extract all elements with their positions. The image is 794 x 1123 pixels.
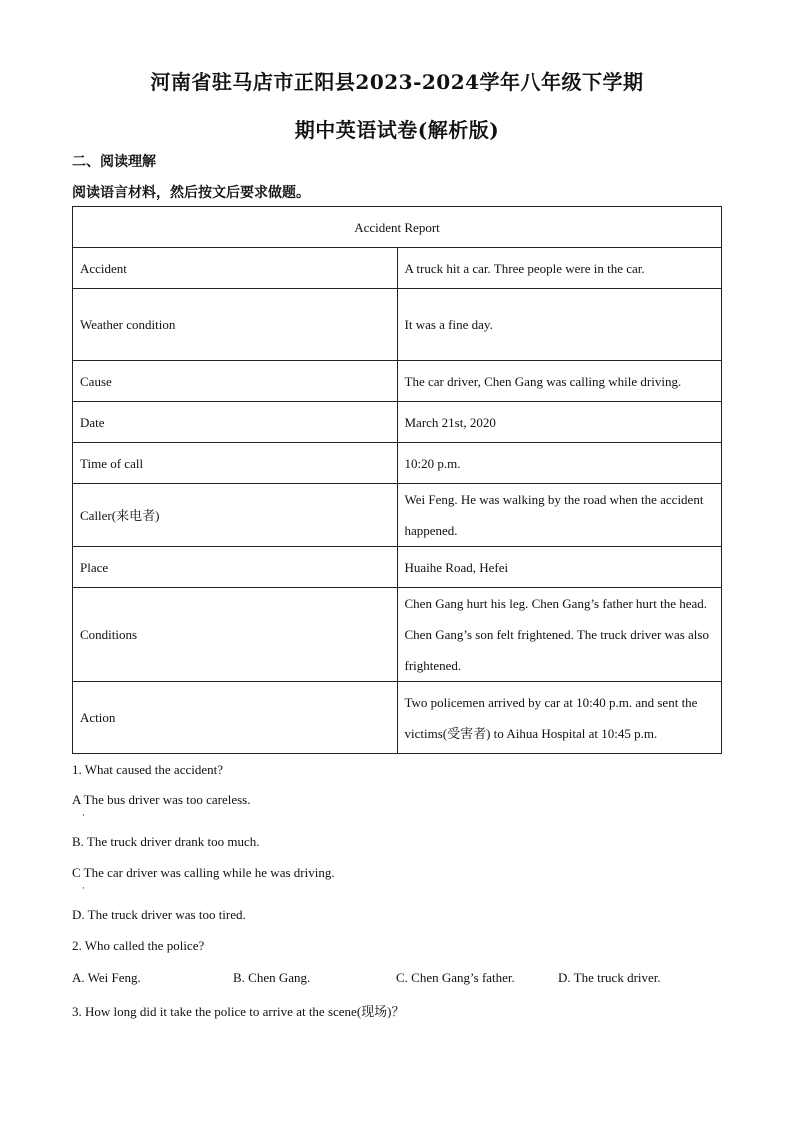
table-row: [73, 443, 722, 484]
row-value: It was a fine day.: [397, 289, 722, 361]
row-label: Date: [73, 402, 398, 443]
question-1-stem: 1. What caused the accident?: [72, 762, 223, 777]
row-label: Caller(来电者): [73, 484, 398, 547]
row-label: Place: [73, 547, 398, 588]
row-value: Two policemen arrived by car at 10:40 p.m. and sent the victims(受害者) to Aihua Hospital at 10:45 p.m.: [397, 682, 722, 754]
question-2-option-b: B. Chen Gang.: [233, 970, 311, 985]
row-label: Time of call: [73, 443, 398, 484]
table-row: [73, 484, 722, 547]
question-2-option-d: D. The truck driver.: [558, 970, 661, 985]
row-label: Conditions: [73, 588, 398, 682]
table-row: [73, 547, 722, 588]
instruction-text: 阅读语言材料，然后按文后要求做题。: [72, 185, 310, 201]
table-row: [73, 588, 722, 682]
row-label: Accident: [73, 248, 398, 289]
question-1-option-c: C The car driver was calling while he was driving.: [72, 865, 335, 880]
document-title-line-1: 河南省驻马店市正阳县2023-2024学年八年级下学期: [150, 70, 644, 94]
question-1-option-d: D. The truck driver was too tired.: [72, 907, 246, 922]
section-heading: 二、阅读理解: [72, 154, 156, 170]
row-label: Action: [73, 682, 398, 754]
row-value: Huaihe Road, Hefei: [397, 547, 722, 588]
row-label: Cause: [73, 361, 398, 402]
table-row: [73, 248, 722, 289]
question-2-option-c: C. Chen Gang’s father.: [396, 970, 515, 985]
question-2-option-a: A. Wei Feng.: [72, 970, 141, 985]
row-value: 10:20 p.m.: [397, 443, 722, 484]
table-row: [73, 402, 722, 443]
question-1-option-a: A The bus driver was too careless.: [72, 792, 251, 807]
row-value: March 21st, 2020: [397, 402, 722, 443]
document-title-line-2: 期中英语试卷(解析版): [294, 118, 500, 142]
row-label: Weather condition: [73, 289, 398, 361]
decorative-dot: ·: [82, 811, 85, 821]
question-1-option-b: B. The truck driver drank too much.: [72, 834, 260, 849]
accident-report-table: [72, 206, 722, 754]
table-row: [73, 361, 722, 402]
table-row: [73, 289, 722, 361]
question-3-stem: 3. How long did it take the police to arrive at the scene(现场)？: [72, 1004, 405, 1019]
question-2-stem: 2. Who called the police?: [72, 938, 205, 953]
report-header: Accident Report: [73, 207, 722, 248]
row-value: A truck hit a car. Three people were in the car.: [397, 248, 722, 289]
decorative-dot: ·: [82, 884, 85, 894]
row-value: The car driver, Chen Gang was calling while driving.: [397, 361, 722, 402]
row-value: Chen Gang hurt his leg. Chen Gang’s father hurt the head. Chen Gang’s son felt frightened. The truck driver was also frightened.: [397, 588, 722, 682]
row-value: Wei Feng. He was walking by the road when the accident happened.: [397, 484, 722, 547]
table-row: [73, 682, 722, 754]
